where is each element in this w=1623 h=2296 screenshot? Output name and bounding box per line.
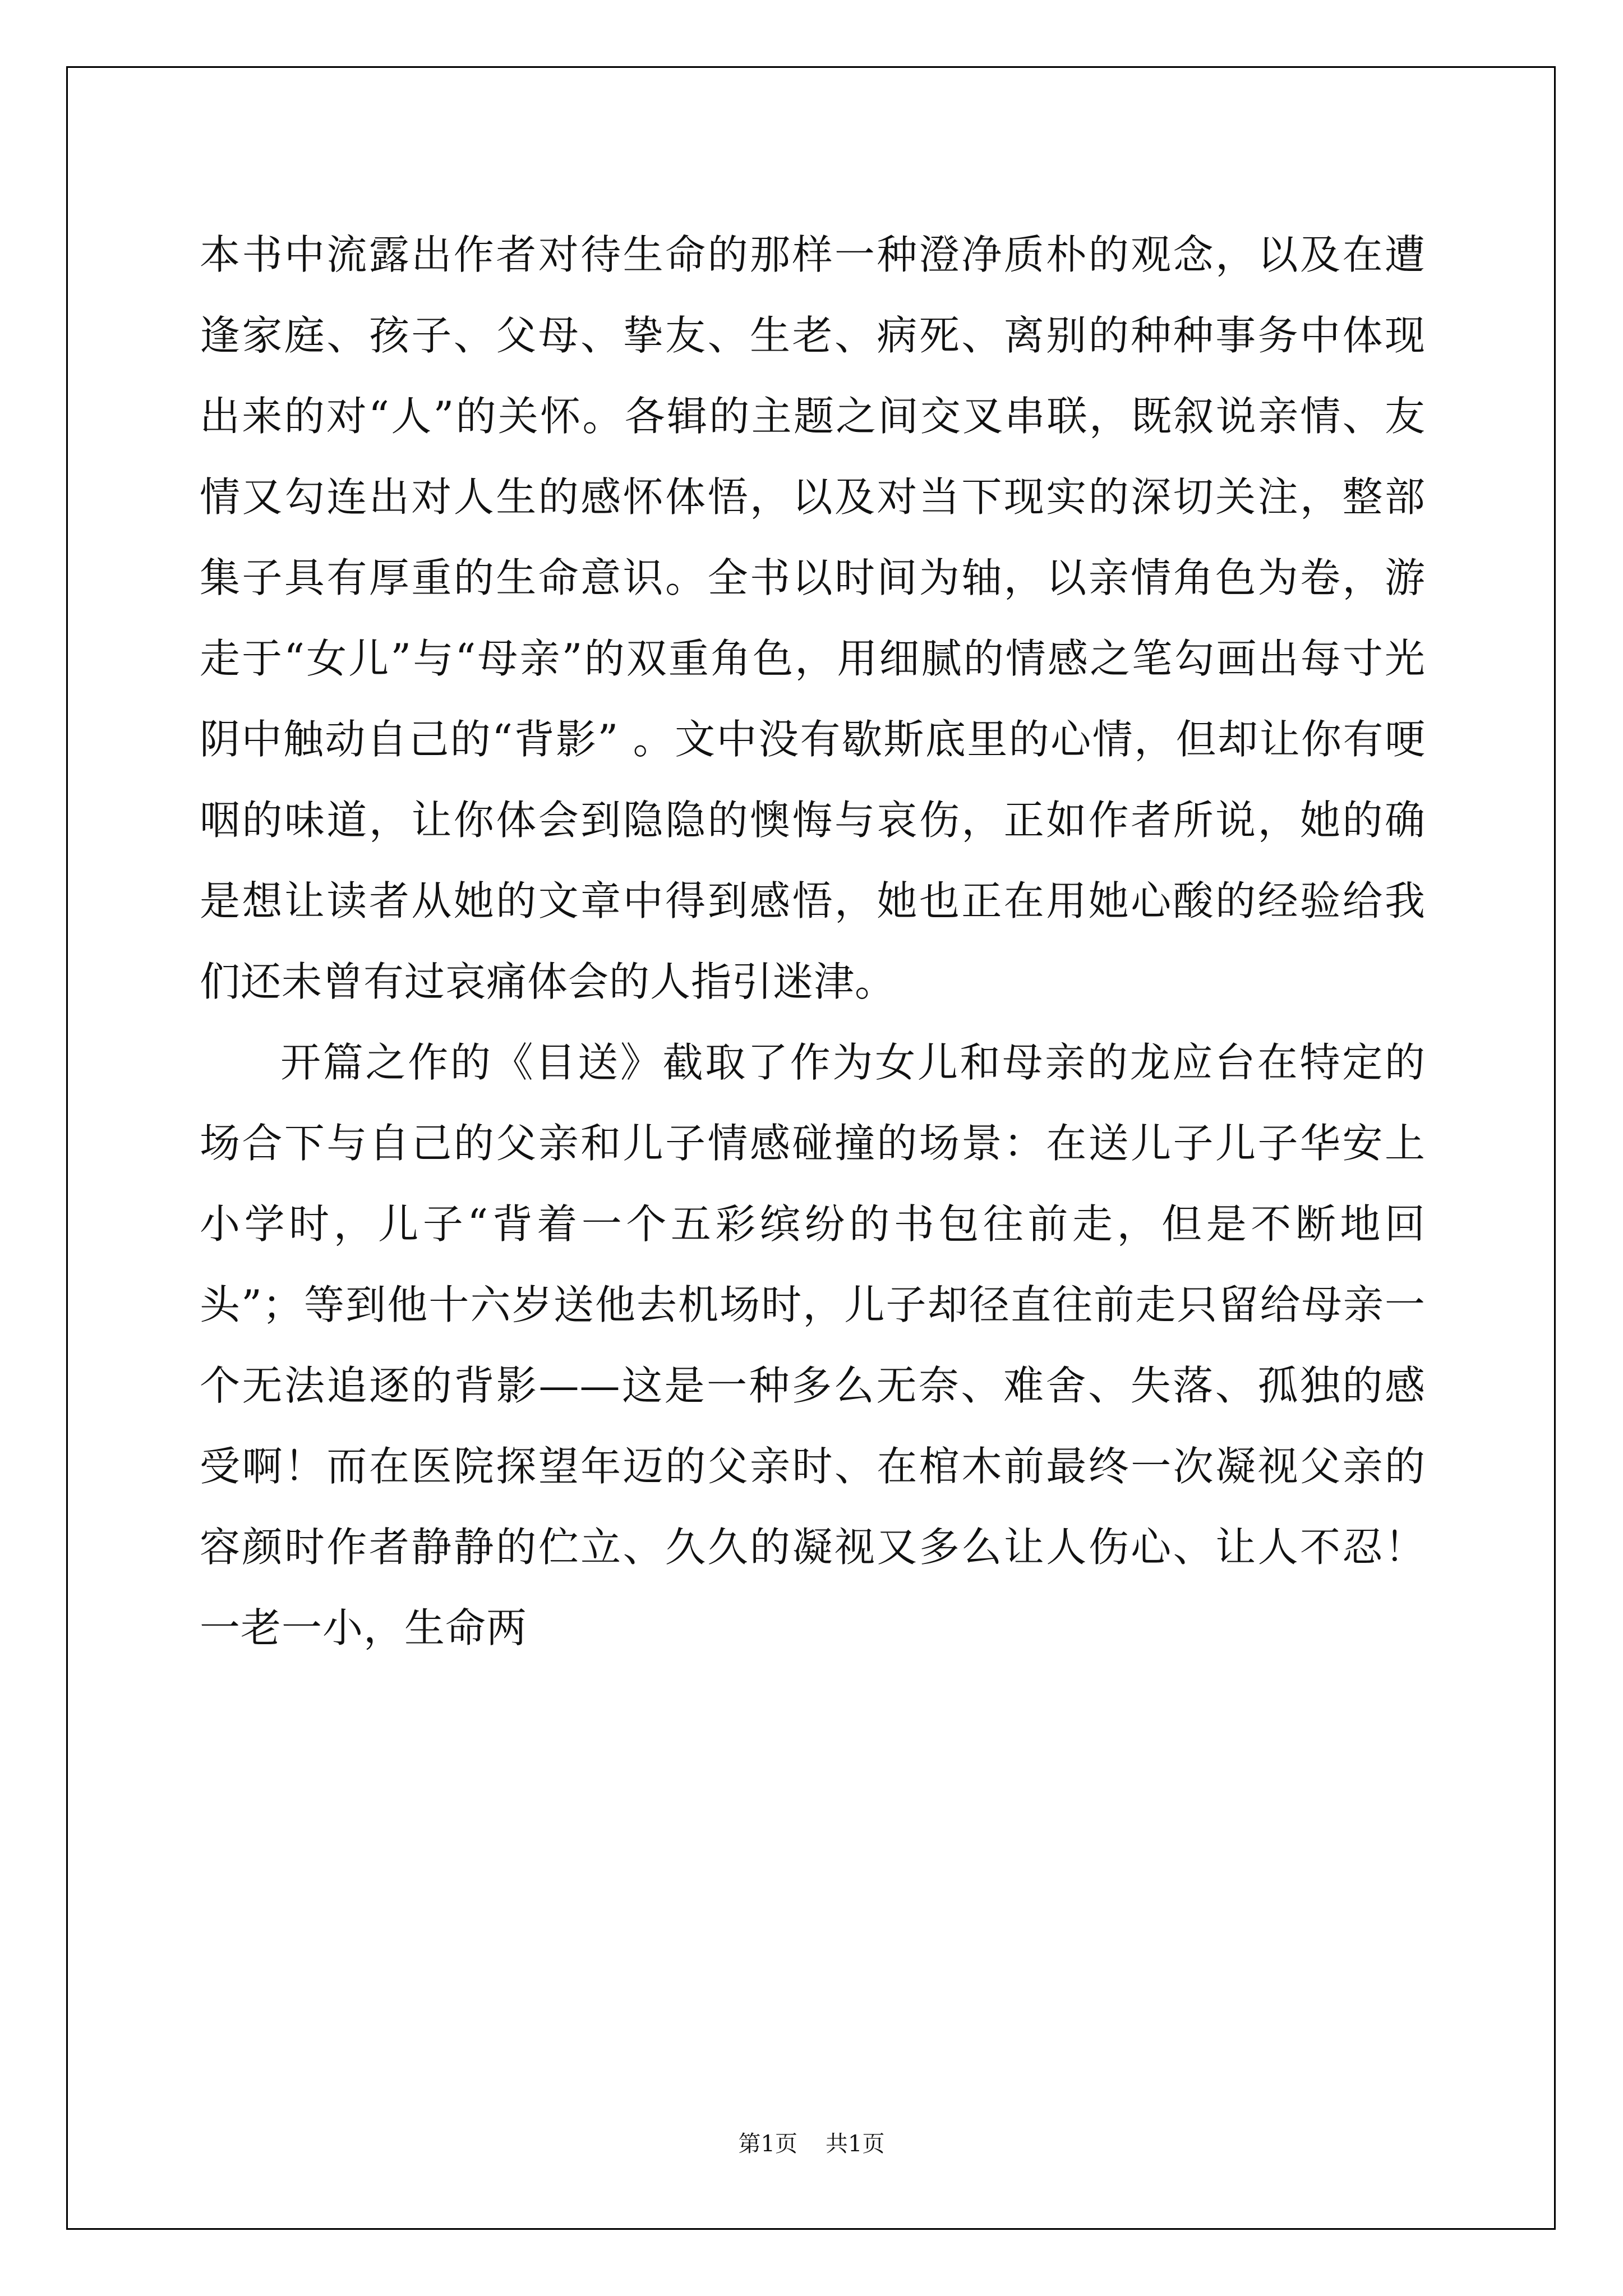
page-footer — [0, 2126, 1623, 2158]
page-number: 第1页 — [738, 2131, 797, 2157]
paragraph-2: 开篇之作的《目送》截取了作为女儿和母亲的龙应台在特定的场合下与自己的父亲和儿子情感碰撞的场景：在送儿子儿子华安上小学时，儿子“背着一个五彩缤纷的书包往前走，但是不断地回头”；等到他十六岁送他去机场时，儿子却径直往前走只留给母亲一个无法追逐的背影——这是一种多么无奈、难舍、失落、孤独的感受啊！而在医院探望年迈的父亲时、在棺木前最终一次凝视父亲的容颜时作者静静的伫立、久久的凝视又多么让人伤心、让人不忍！一老一小，生命两 — [200, 1039, 1426, 1651]
paragraph-1: 本书中流露出作者对待生命的那样一种澄净质朴的观念，以及在遭逢家庭、孩子、父母、挚友、生老、病死、离别的种种事务中体现出来的对“人”的关怀。各辑的主题之间交叉串联，既叙说亲情、友情又勾连出对人生的感怀体悟，以及对当下现实的深切关注，整部集子具有厚重的生命意识。全书以时间为轴，以亲情角色为卷，游走于“女儿”与“母亲”的双重角色，用细腻的情感之笔勾画出每寸光阴中触动自己的“背影” 。文中没有歇斯底里的心情，但却让你有哽咽的味道，让你体会到隐隐的懊悔与哀伤，正如作者所说，她的确是想让读者从她的文章中得到感悟，她也正在用她心酸的经验给我们还未曾有过哀痛体会的人指引迷津。 — [200, 231, 1426, 1005]
document-body — [200, 214, 1426, 1668]
page-total: 共1页 — [826, 2131, 885, 2157]
